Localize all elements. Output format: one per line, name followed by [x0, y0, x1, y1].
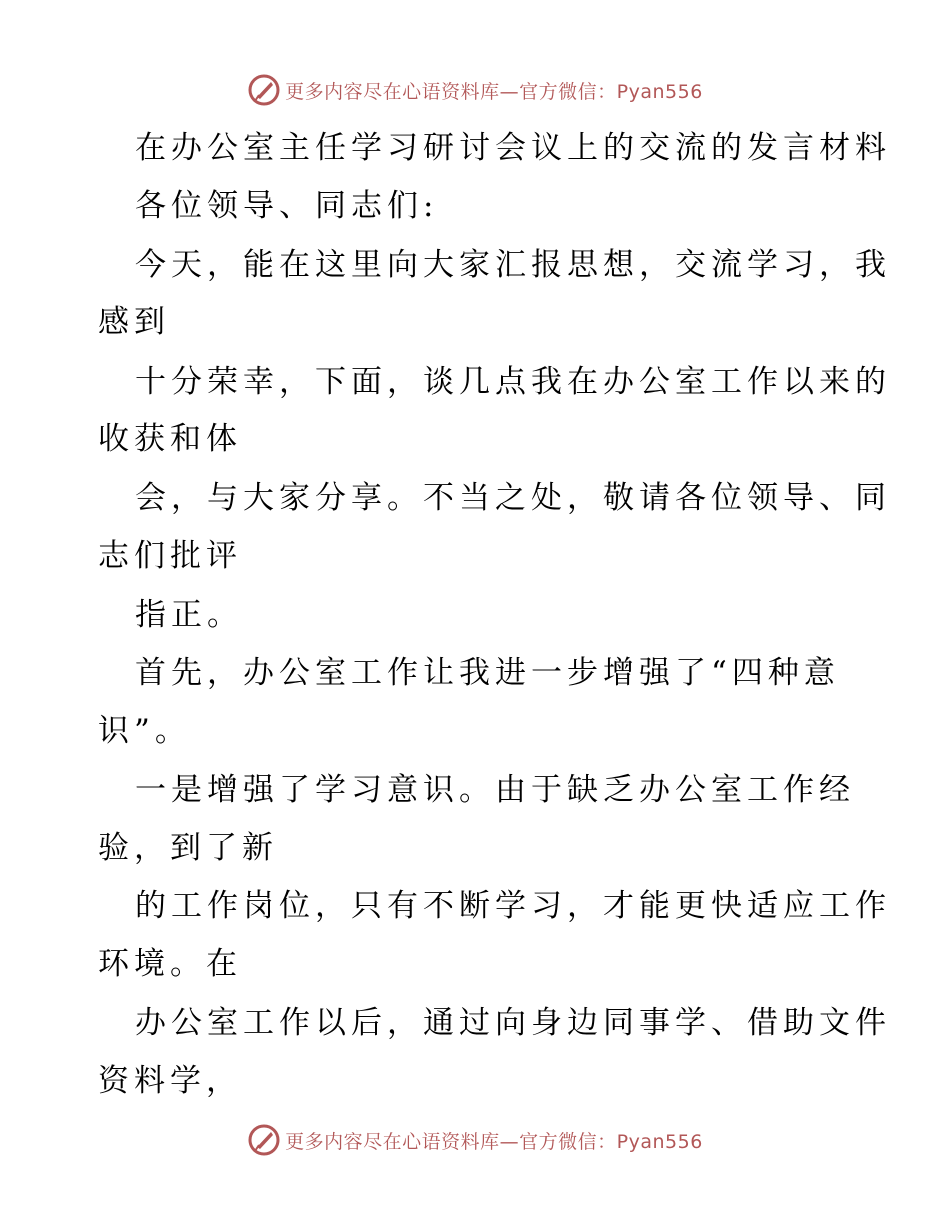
paragraph-line: 首先，办公室工作让我进一步增强了“四种意: [135, 655, 840, 691]
paragraph-line: 今天，能在这里向大家汇报思想，交流学习，我: [135, 247, 891, 283]
document-title: 在办公室主任学习研讨会议上的交流的发言材料: [135, 130, 891, 166]
paragraph-line: 指正。: [135, 597, 243, 633]
paragraph-line: 感到: [98, 304, 170, 340]
header-watermark: [0, 70, 950, 110]
paragraph-line: 环境。在: [98, 946, 242, 982]
salutation: 各位领导、同志们:: [135, 188, 439, 224]
quill-logo-icon: [247, 73, 281, 107]
footer-watermark: [0, 1120, 950, 1160]
quill-logo-icon: [247, 1123, 281, 1157]
paragraph-line: 会，与大家分享。不当之处，敬请各位领导、同: [135, 480, 891, 516]
paragraph-line: 一是增强了学习意识。由于缺乏办公室工作经: [135, 772, 855, 808]
watermark-text: 更多内容尽在心语资料库—官方微信：Pyan556: [285, 80, 703, 103]
paragraph-line: 资料学，: [98, 1063, 242, 1099]
paragraph-line: 办公室工作以后，通过向身边同事学、借助文件: [135, 1005, 891, 1041]
paragraph-line: 的工作岗位，只有不断学习，才能更快适应工作: [135, 888, 891, 924]
paragraph-line: 志们批评: [98, 538, 242, 574]
paragraph-line: 验，到了新: [98, 830, 278, 866]
paragraph-line: 十分荣幸，下面，谈几点我在办公室工作以来的: [135, 364, 891, 400]
paragraph-line: 识”。: [98, 713, 191, 749]
watermark-text: 更多内容尽在心语资料库—官方微信：Pyan556: [285, 1130, 703, 1153]
paragraph-line: 收获和体: [98, 421, 242, 457]
